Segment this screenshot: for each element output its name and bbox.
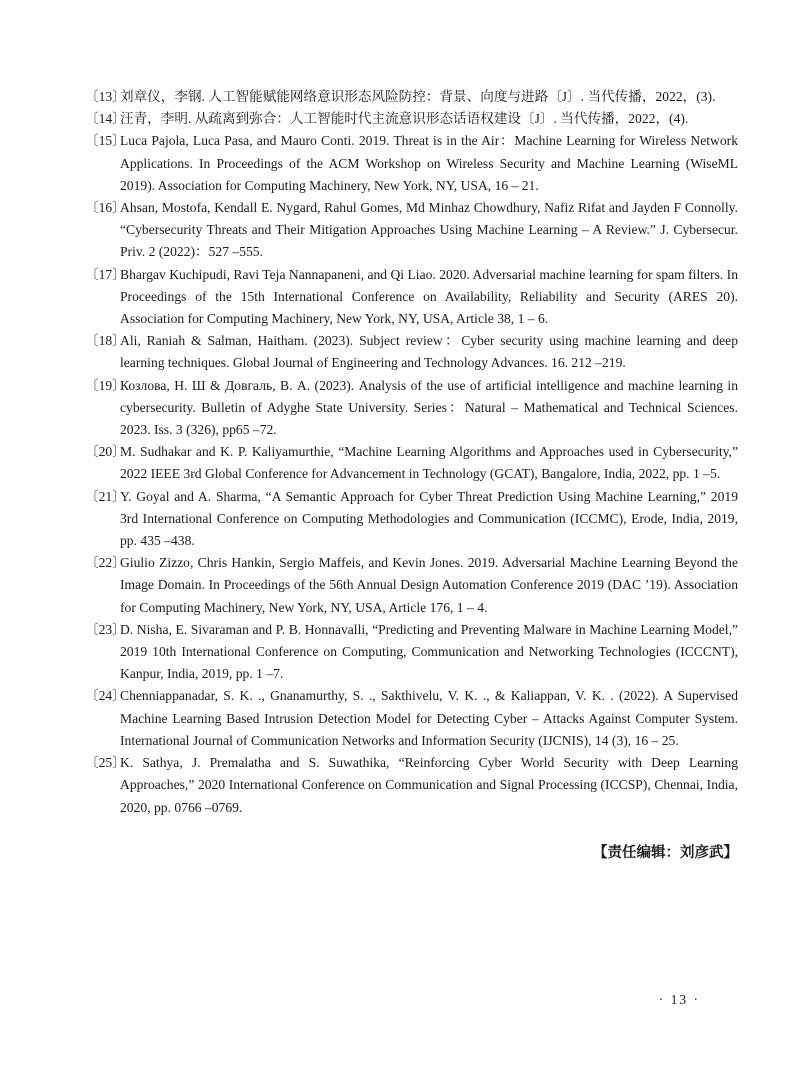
- reference-number: 〔19〕: [85, 377, 126, 393]
- reference-item: [85, 752, 738, 819]
- reference-item: [85, 552, 738, 619]
- reference-text: Luca Pajola, Luca Pasa, and Mauro Conti. 2019. Threat is in the Air：Machine Learning for Wireless Network Applications. In Proceedings of the ACM Workshop on Wireless Security and Machine Learning (WiseML 2019). Association for Computing Machinery, New York, NY, USA, 16 – 21.: [120, 133, 738, 193]
- reference-item: [85, 330, 738, 374]
- reference-number: 〔15〕: [85, 133, 126, 149]
- reference-item: [85, 375, 738, 442]
- reference-text: D. Nisha, E. Sivaraman and P. B. Honnavalli, “Predicting and Preventing Malware in Machine Learning Model,” 2019 10th International Conference on Computing, Communication and Networking Technologies (ICCCNT), Kanpur, India, 2019, pp. 1 –7.: [120, 621, 738, 682]
- reference-item: [85, 619, 738, 686]
- reference-text: 汪青，李明. 从疏离到弥合：人工智能时代主流意识形态话语权建设〔J〕. 当代传播，2022，(4).: [120, 111, 689, 127]
- reference-text: Bhargav Kuchipudi, Ravi Teja Nannapaneni, and Qi Liao. 2020. Adversarial machine learning for spam filters. In Proceedings of the 15th International Conference on Availability, Reliability and Security (ARES 20). Association for Computing Machinery, New York, NY, USA, Article 38, 1 – 6.: [120, 266, 738, 327]
- reference-item: [85, 108, 738, 130]
- reference-text: Giulio Zizzo, Chris Hankin, Sergio Maffeis, and Kevin Jones. 2019. Adversarial Machine Learning Beyond the Image Domain. In Proceedings of the 56th Annual Design Automation Conference 2019 (DAC ’19). Association for Computing Machinery, New York, NY, USA, Article 176, 1 – 4.: [120, 555, 738, 615]
- reference-text: Y. Goyal and A. Sharma, “A Semantic Approach for Cyber Threat Prediction Using Machine Learning,” 2019 3rd International Conference on Computing Methodologies and Communication (ICCMC), Erode, India, 2019, pp. 435 –438.: [120, 488, 738, 549]
- page-number: · 13 ·: [658, 992, 700, 1007]
- reference-number: 〔23〕: [85, 621, 126, 637]
- reference-item: [85, 441, 738, 485]
- reference-item: [85, 86, 738, 108]
- reference-text: Ahsan, Mostofa, Kendall E. Nygard, Rahul Gomes, Md Minhaz Chowdhury, Nafiz Rifat and Jayden F Connolly. “Cybersecurity Threats and Their Mitigation Approaches Using Machine Learning – A Review.” J. Cybersecur. Priv. 2 (2022)：527 –555.: [120, 200, 738, 260]
- reference-text: 刘章仪，李钢. 人工智能赋能网络意识形态风险防控：背景、向度与进路〔J〕. 当代传播，2022，(3).: [120, 89, 716, 104]
- reference-number: 〔17〕: [85, 266, 126, 282]
- reference-number: 〔25〕: [85, 755, 126, 771]
- reference-text: K. Sathya, J. Premalatha and S. Suwathika, “Reinforcing Cyber World Security with Deep Learning Approaches,” 2020 International Conference on Communication and Signal Processing (ICCSP), Chennai, India, 2020, pp. 0766 –0769.: [120, 755, 738, 815]
- reference-number: 〔18〕: [85, 333, 126, 349]
- reference-item: [85, 486, 738, 553]
- editor-note: 【责任编辑：刘彦武】: [593, 844, 738, 861]
- reference-item: [85, 264, 738, 331]
- reference-item: [85, 130, 738, 197]
- reference-number: 〔22〕: [85, 555, 126, 571]
- reference-number: 〔14〕: [85, 111, 126, 127]
- reference-item: [85, 685, 738, 752]
- reference-text: Ali, Raniah & Salman, Haitham. (2023). Subject review：Cyber security using machine learning and deep learning techniques. Global Journal of Engineering and Technology Advances. 16. 212 –219.: [120, 333, 738, 371]
- reference-text: Козлова, Н. Ш & Довгаль, В. А. (2023). Analysis of the use of artificial intelligence and machine learning in cybersecurity. Bulletin of Adyghe State University. Series：Natural – Mathematical and Technical Sciences. 2023. Iss. 3 (326), pp65 –72.: [120, 377, 738, 438]
- reference-number: 〔24〕: [85, 688, 126, 704]
- reference-number: 〔16〕: [85, 200, 126, 216]
- reference-number: 〔20〕: [85, 444, 126, 460]
- reference-text: Chenniappanadar, S. K. ., Gnanamurthy, S. ., Sakthivelu, V. K. ., & Kaliappan, V. K. . (2022). A Supervised Machine Learning Based Intrusion Detection Model for Detecting Cyber – Attacks Against Computer System. International Journal of Communication Networks and Information Security (IJCNIS), 14 (3), 16 – 25.: [120, 688, 738, 748]
- reference-number: 〔21〕: [85, 488, 126, 504]
- reference-text: M. Sudhakar and K. P. Kaliyamurthie, “Machine Learning Algorithms and Approaches used in Cybersecurity,” 2022 IEEE 3rd Global Conference for Advancement in Technology (GCAT), Bangalore, India, 2022, pp. 1 –5.: [120, 444, 738, 482]
- reference-number: 〔13〕: [85, 89, 126, 104]
- reference-list: [85, 86, 738, 864]
- reference-item: [85, 197, 738, 264]
